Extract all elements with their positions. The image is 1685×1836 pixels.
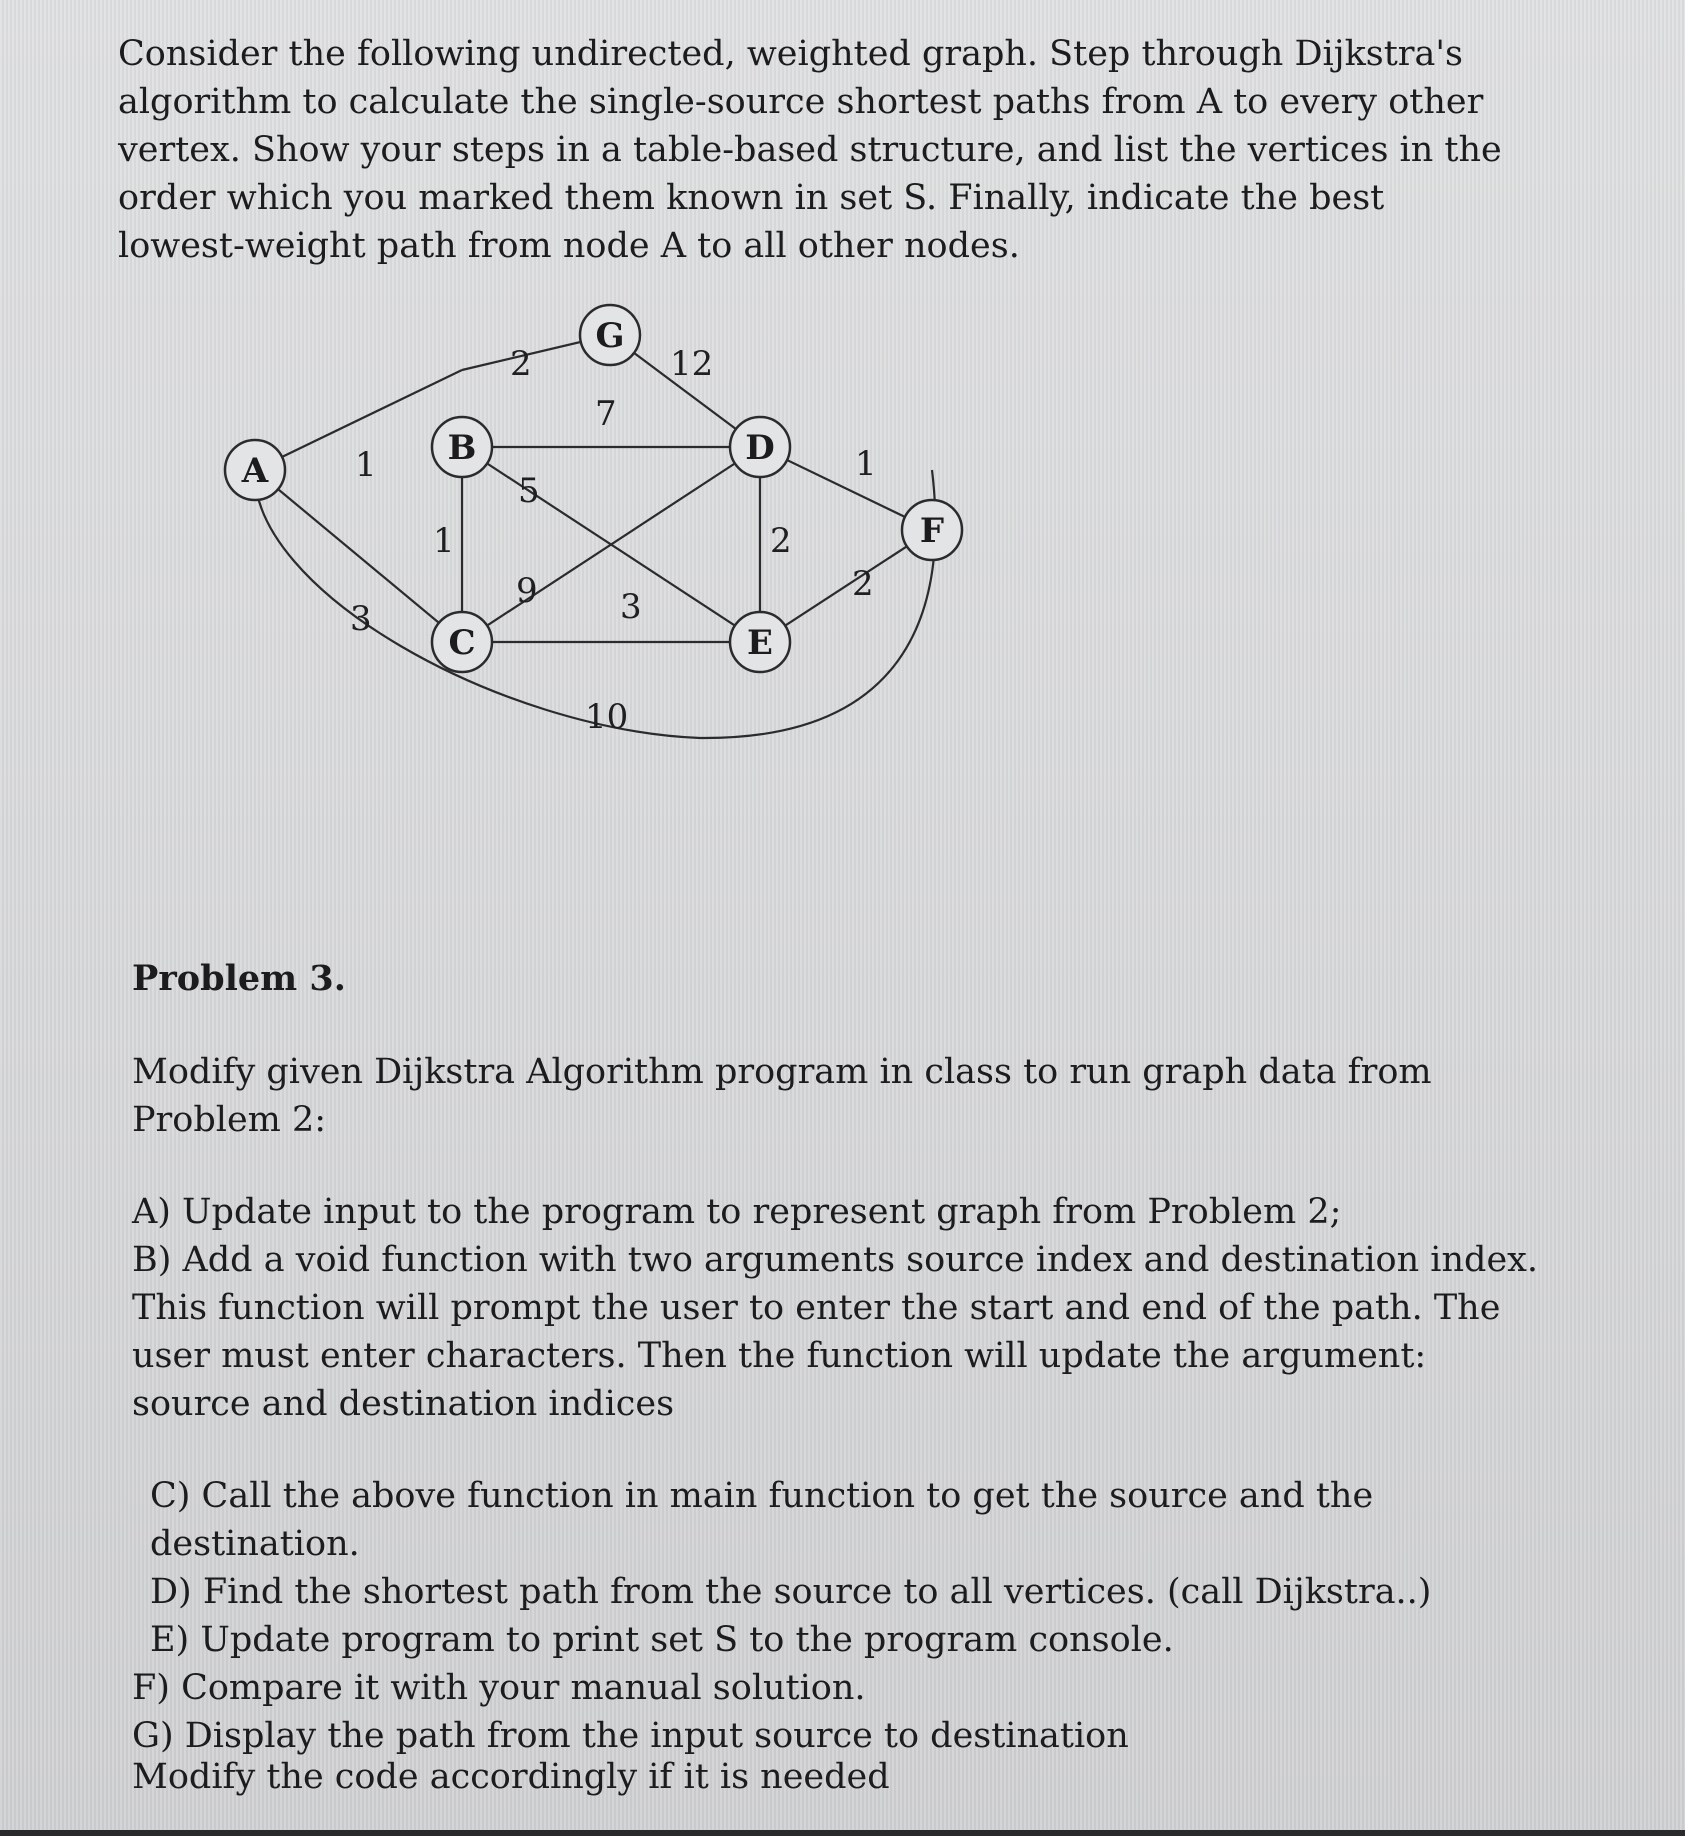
weight-bg: 2 [510, 344, 532, 384]
weighted-graph-diagram [200, 290, 1000, 760]
weight-gd: 12 [670, 344, 714, 384]
weight-ef: 2 [852, 564, 874, 604]
task-c: C) Call the above function in main function to get the source and the destination. [150, 1476, 1374, 1564]
svg-text:D: D [745, 428, 775, 468]
svg-text:A: A [241, 451, 269, 491]
svg-text:F: F [919, 511, 945, 551]
problem-2-statement: Consider the following undirected, weighted graph. Step through Dijkstra's algorithm to calculate the single-source shortest paths from A to every other vertex. Show your steps in a table-based structure, and list the vertices in the order which you marked them known in set S. Finally, indicate the best lowest-weight path from node A to all other nodes. [118, 34, 1502, 266]
task-f: F) Compare it with your manual solution. [132, 1668, 866, 1708]
node-e [730, 612, 790, 672]
task-g: G) Display the path from the input source to destination [132, 1716, 1129, 1756]
weight-bd: 7 [595, 394, 617, 434]
task-e: E) Update program to print set S to the program console. [150, 1620, 1174, 1660]
task-list-c-g [132, 1472, 1582, 1760]
svg-text:C: C [448, 623, 476, 663]
weight-ab: 1 [355, 445, 377, 485]
closing-note: Modify the code accordingly if it is needed [132, 1757, 890, 1797]
weight-ce: 3 [620, 587, 642, 627]
weight-af: 10 [585, 697, 629, 737]
task-d: D) Find the shortest path from the source to all vertices. (call Dijkstra..) [150, 1572, 1432, 1612]
problem-3-intro: Modify given Dijkstra Algorithm program in class to run graph data from Problem 2: [132, 1052, 1432, 1140]
task-b: B) Add a void function with two arguments source index and destination index. This function will prompt the user to enter the start and end of the path. The user must enter characters. Then the function will update the argument: source and destination indices [132, 1240, 1539, 1424]
node-b [432, 417, 492, 477]
node-g [580, 305, 640, 365]
weight-be: 5 [518, 471, 540, 511]
svg-text:B: B [447, 428, 477, 468]
weight-ac: 3 [350, 599, 372, 639]
node-d [730, 417, 790, 477]
task-list-a-b [132, 1188, 1552, 1428]
weight-df: 1 [855, 444, 877, 484]
node-a [225, 440, 285, 500]
svg-text:G: G [595, 316, 625, 356]
node-f [902, 500, 962, 560]
weight-cd: 9 [516, 571, 538, 611]
task-a: A) Update input to the program to represent graph from Problem 2; [132, 1192, 1342, 1232]
node-c [432, 612, 492, 672]
weight-bc: 1 [433, 521, 455, 561]
screen-bezel [0, 1830, 1685, 1836]
problem-3-title: Problem 3. [132, 958, 346, 999]
weight-de: 2 [770, 521, 792, 561]
svg-text:E: E [747, 623, 773, 663]
